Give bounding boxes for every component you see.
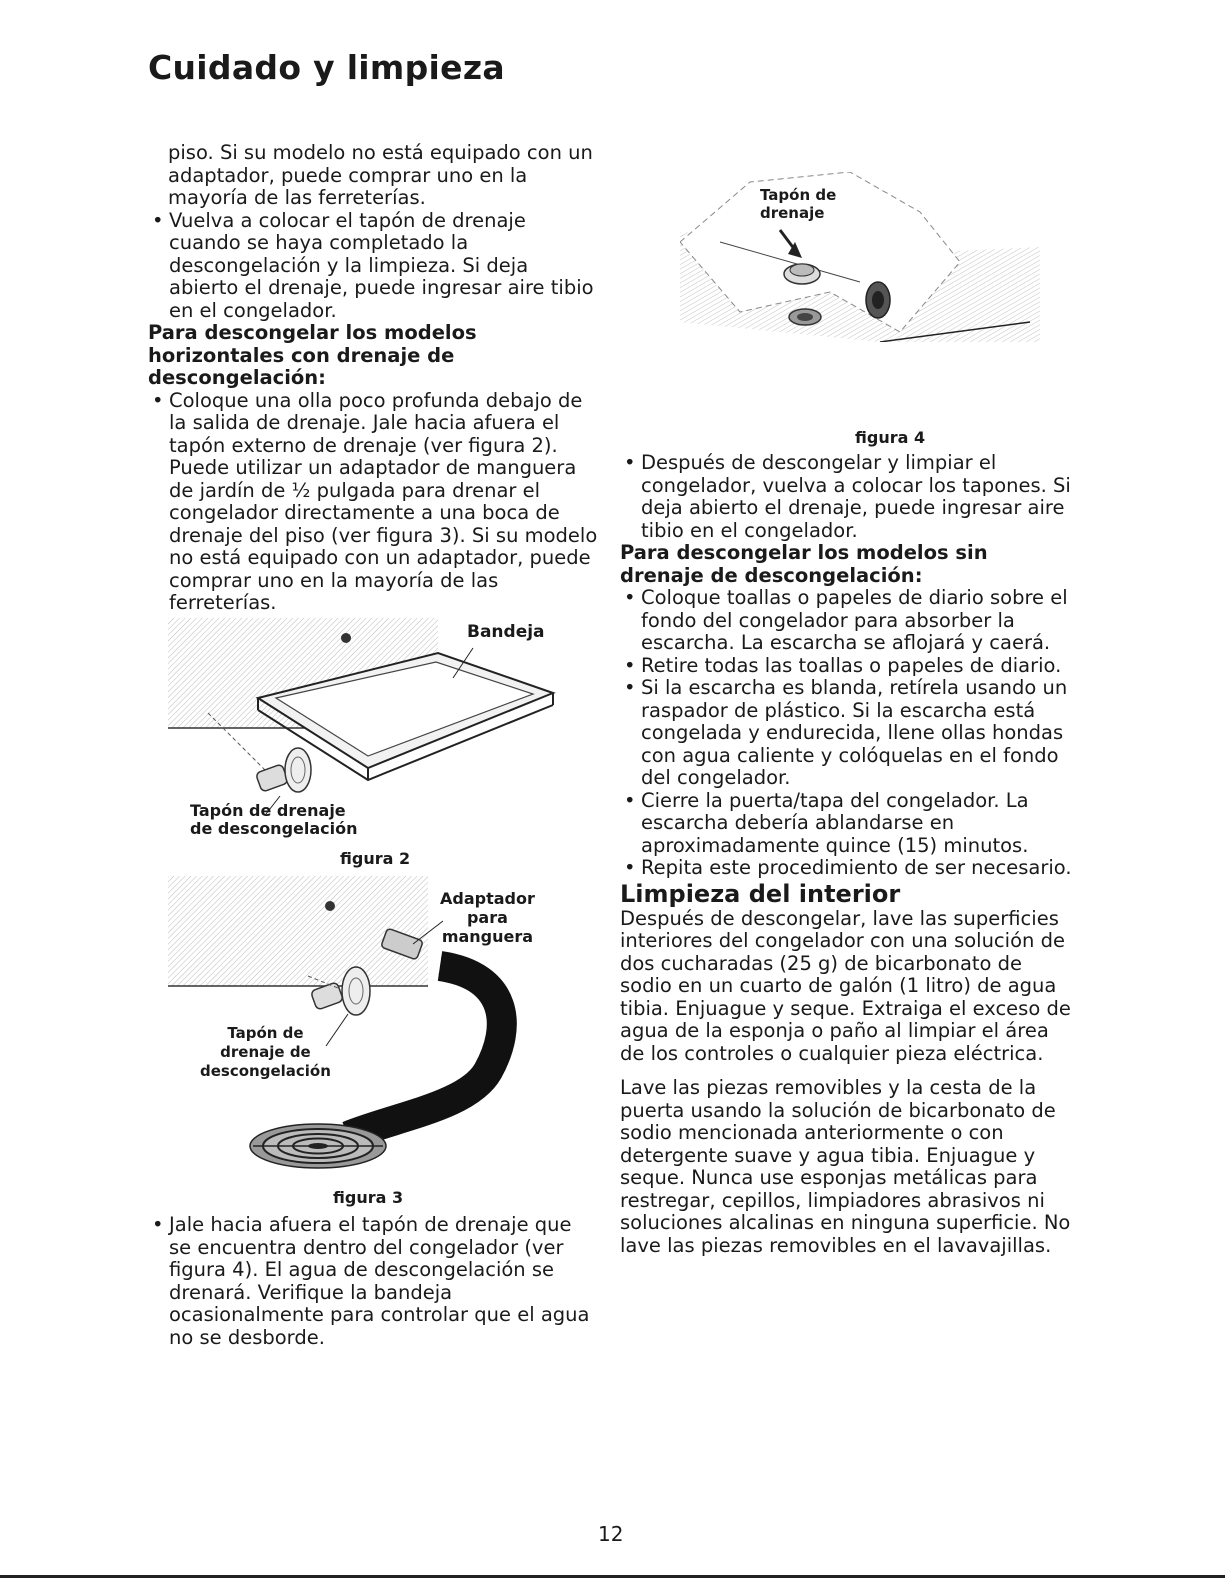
- bullet-close-door: • Cierre la puerta/tapa del congelador. La escarcha debería ablandarse en aproximadamente quince (15) minutos.: [624, 788, 1029, 857]
- floor-drain-icon: [250, 1124, 386, 1168]
- figure-4-illustration: [680, 172, 1040, 342]
- outer-drain-outlet-icon: [866, 282, 890, 318]
- heading-interior-cleaning: Limpieza del interior: [620, 879, 901, 908]
- subheading-no-drain-models: Para descongelar los modelos sin drenaje de descongelación:: [620, 541, 988, 587]
- label-drain-plug-fig3: Tapón de drenaje de descongelación: [200, 1024, 331, 1080]
- paragraph-removable-parts: Lave las piezas removibles y la cesta de la puerta usando la solución de bicarbonato de sodio mencionada anteriormente o con detergente suave y agua tibia. Enjuague y seque. Nunca use esponjas metálicas para restregar, cepillos, limpiadores abrasivos ni soluciones alcalinas en ninguna superficie. No lave las piezas removibles en el lavavajillas.: [620, 1076, 1071, 1257]
- paragraph-clean-interior: Después de descongelar, lave las superficies interiores del congelador con una solución de dos cucharadas (25 g) de bicarbonato de sodio en un cuarto de galón (1 litro) de agua tibia. Enjuague y seque. Extraiga el exceso de agua de la esponja o paño al limpiar el área de los controles o cualquier pieza eléctrica.: [620, 906, 1071, 1065]
- bullet-replace-plug: • Vuelva a colocar el tapón de drenaje cuando se haya completado la descongelación y la limpieza. Si deja abierto el drenaje, puede ingresar aire tibio en el congelador.: [152, 208, 594, 322]
- bullet-pull-inner-plug: • Jale hacia afuera el tapón de drenaje que se encuentra dentro del congelador (ver figura 4). El agua de descongelación se drenará. Verifique la bandeja ocasionalmente para controlar que el agua no se desborde.: [152, 1213, 590, 1349]
- continued-paragraph: piso. Si su modelo no está equipado con un adaptador, puede comprar uno en la mayoría de las ferreterías.: [168, 141, 593, 209]
- figure-4-caption: figura 4: [855, 428, 926, 447]
- drain-outlet: [341, 633, 351, 643]
- drain-outlet-fig3: [325, 901, 335, 911]
- drain-plug-icon: [255, 748, 311, 792]
- bullet-place-pan: • Coloque una olla poco profunda debajo de la salida de drenaje. Jale hacia afuera el tapón externo de drenaje (ver figura 2). Puede utilizar un adaptador de manguera de jardín de ½ pulgada para drenar el congelador directamente a una boca de drenaje del piso (ver figura 3). Si su modelo no está equipado con un adaptador, puede comprar uno en la mayoría de las ferreterías.: [152, 388, 598, 614]
- subheading-horizontal-models: Para descongelar los modelos horizontales con drenaje de descongelación:: [148, 321, 477, 389]
- page-title: Cuidado y limpieza: [148, 48, 505, 87]
- bullet-repeat: • Repita este procedimiento de ser necesario.: [624, 856, 1072, 879]
- bullet-scraper: • Si la escarcha es blanda, retírela usando un raspador de plástico. Si la escarcha está congelada y endurecida, llene ollas hondas con agua caliente y colóquelas en el fondo del congelador.: [624, 676, 1068, 789]
- figure-2-caption: figura 2: [340, 849, 411, 868]
- bullet-replace-plugs: • Después de descongelar y limpiar el congelador, vuelva a colocar los tapones. Si deja abierto el drenaje, puede ingresar aire tibio en el congelador.: [624, 451, 1071, 542]
- figure-2-illustration: [168, 618, 568, 828]
- page-number: 12: [598, 1522, 624, 1546]
- label-drain-plug-fig4: Tapón de drenaje: [760, 186, 837, 222]
- label-tray: Bandeja: [467, 622, 545, 642]
- bullet-remove-towels: • Retire todas las toallas o papeles de diario.: [624, 653, 1062, 677]
- figure-3-caption: figura 3: [333, 1188, 404, 1207]
- label-hose-adapter: Adaptador para manguera: [440, 889, 535, 946]
- right-column: [620, 452, 1075, 1257]
- left-column-bottom: [148, 1214, 598, 1349]
- bullet-towels: • Coloque toallas o papeles de diario sobre el fondo del congelador para absorber la escarcha. La escarcha se aflojará y caerá.: [624, 586, 1068, 654]
- label-drain-plug-fig2: Tapón de drenaje de descongelación: [190, 801, 358, 838]
- left-column-top: [148, 142, 598, 615]
- bottom-rule: [0, 1575, 1225, 1578]
